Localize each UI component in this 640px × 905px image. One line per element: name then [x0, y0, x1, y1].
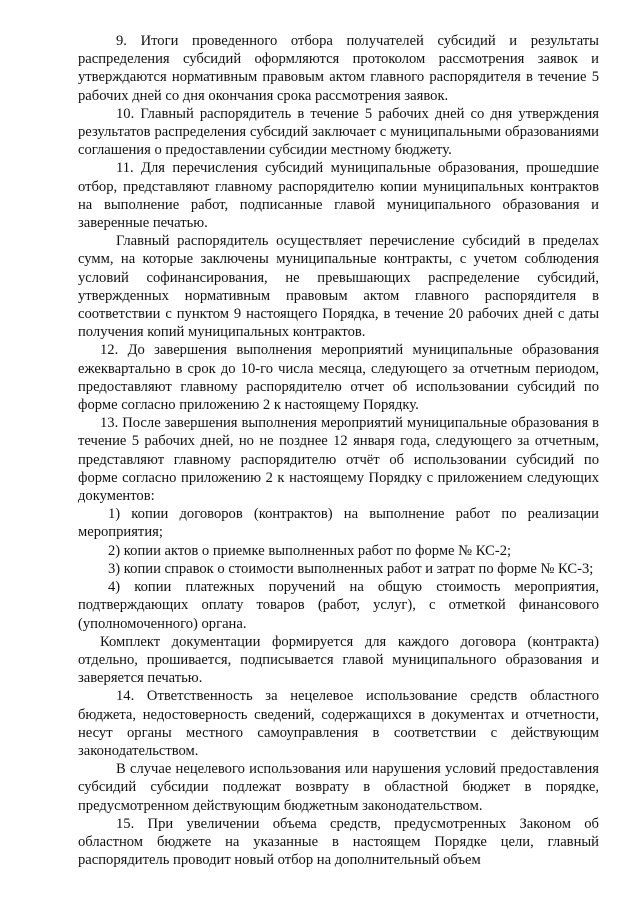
paragraph-13: 13. После завершения выполнения мероприятий муниципальные образования в течение 5 рабочих дней, но не позднее 12 января года, следующего за отчетным, представляют главному распорядителю отчёт об использовании субсидий по форме согласно приложению 2 к настоящему Порядку с приложением следующих документов:	[78, 415, 599, 505]
list-item-2: 2) копии актов о приемке выполненных работ по форме № КС-2;	[108, 542, 512, 559]
document-page	[78, 32, 599, 869]
list-item-4: 4) копии платежных поручений на общую стоимость мероприятия, подтверждающих оплату товаров (работ, услуг), с отметкой финансового (уполномоченного) органа.	[78, 579, 599, 632]
paragraph-10: 10. Главный распорядитель в течение 5 рабочих дней со дня утверждения результатов распределения субсидий заключает с муниципальными образованиями соглашения о предоставлении субсидии местному бюджету.	[78, 105, 599, 159]
paragraph-14: 14. Ответственность за нецелевое использование средств областного бюджета, недостоверность сведений, содержащихся в документах и отчетности, несут органы местного самоуправления в соответствии с действующим законодательством.	[78, 688, 599, 759]
list-item-3: 3) копии справок о стоимости выполненных работ и затрат по форме № КС-3;	[108, 560, 594, 577]
paragraph-12: 12. До завершения выполнения мероприятий муниципальные образования ежеквартально в срок до 10-го числа месяца, следующего за отчетным периодом, предоставляют главному распорядителю отчет об использовании субсидий по форме согласно приложению 2 к настоящему Порядку.	[78, 342, 599, 414]
paragraph-11-continued: Главный распорядитель осуществляет перечисление субсидий в пределах сумм, на которые заключены муниципальные контракты, с учетом соблюдения условий софинансирования, не превышающих распределение субсидий, утвержденных нормативным правовым актом главного распорядителя в соответствии с пунктом 9 настоящего Порядка, в течение 20 рабочих дней с даты получения копий муниципальных контрактов.	[78, 233, 599, 341]
list-item-1: 1) копии договоров (контрактов) на выполнение работ по реализации мероприятия;	[78, 506, 599, 541]
paragraph-15: 15. При увеличении объема средств, предусмотренных Законом об областном бюджете на указанные в настоящем Порядке цели, главный распорядитель проводит новый отбор на дополнительный объем	[78, 815, 599, 869]
paragraph-14-continued: В случае нецелевого использования или нарушения условий предоставления субсидий субсидии подлежат возврату в областной бюджет в порядке, предусмотренном действующим бюджетным законодательством.	[78, 761, 599, 814]
paragraph-9: 9. Итоги проведенного отбора получателей субсидий и результаты распределения субсидий оформляются протоколом рассмотрения заявок и утверждаются нормативным правовым актом главного распорядителя в течение 5 рабочих дней со дня окончания срока рассмотрения заявок.	[78, 33, 599, 104]
paragraph-11: 11. Для перечисления субсидий муниципальные образования, прошедшие отбор, представляют главному распорядителю копии муниципальных контрактов на выполнение работ, подписанные главой муниципального образования и заверенные печатью.	[78, 160, 599, 232]
documentation-paragraph: Комплект документации формируется для каждого договора (контракта) отдельно, прошивается, подписывается главой муниципального образования и заверяется печатью.	[78, 633, 599, 687]
